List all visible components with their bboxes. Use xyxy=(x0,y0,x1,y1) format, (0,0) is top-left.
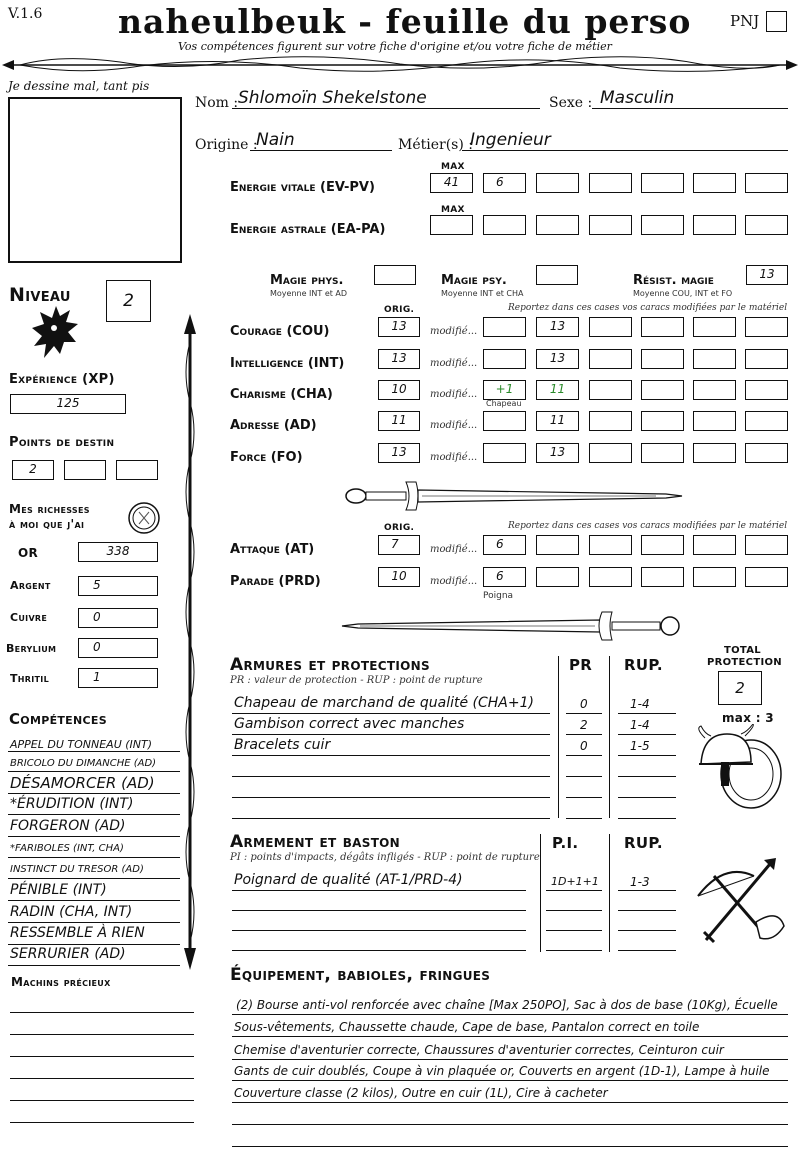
parade-mod-value: 6 xyxy=(496,569,504,583)
caracs-reportez-note: Reportez dans ces cases vos caracs modifiées par le matériel xyxy=(508,303,788,313)
or-box[interactable] xyxy=(78,542,158,562)
carac-label-cou: Courage (COU) xyxy=(230,324,330,339)
origine-value: Nain xyxy=(256,130,295,150)
ea-label: Energie astrale (EA-PA) xyxy=(230,222,386,237)
modifie-label: modifié... xyxy=(430,452,478,463)
armure-name: Gambison correct avec manches xyxy=(234,716,465,732)
niveau-box[interactable] xyxy=(106,280,151,322)
carac-box[interactable] xyxy=(745,443,788,463)
competence-item: PÉNIBLE (INT) xyxy=(10,882,107,898)
modifie-label: modifié... xyxy=(430,358,478,369)
version-label: V.1.6 xyxy=(8,6,43,22)
carac-box[interactable] xyxy=(536,443,579,463)
berylium-label: Berylium xyxy=(6,642,57,655)
armure-rup: 1-4 xyxy=(630,697,650,711)
competence-item: DÉSAMORCER (AD) xyxy=(10,774,155,792)
magie-psy-label: Magie psy. xyxy=(441,273,507,288)
magie-psy-box[interactable] xyxy=(536,265,578,285)
competence-item: APPEL DU TONNEAU (INT) xyxy=(10,738,153,751)
armement-pi-label: P.I. xyxy=(552,834,579,852)
sexe-value: Masculin xyxy=(600,88,675,108)
carac-orig-box[interactable] xyxy=(378,349,420,369)
carac-orig-value: 11 xyxy=(391,413,407,427)
metier-label: Métier(s) : xyxy=(398,137,473,153)
carac-mod-value: +1 xyxy=(495,382,514,396)
competence-item: INSTINCT DU TRESOR (AD) xyxy=(10,864,144,875)
carac-box[interactable] xyxy=(693,380,736,400)
parade-box[interactable] xyxy=(589,567,632,587)
carac-orig-box[interactable] xyxy=(378,411,420,431)
ev-box[interactable] xyxy=(693,173,736,193)
carac-orig-box[interactable] xyxy=(378,317,420,337)
armure-pr: 0 xyxy=(580,739,588,753)
destin-value: 2 xyxy=(29,462,37,476)
magie-psy-note: Moyenne INT et CHA xyxy=(441,289,524,298)
spear-ornament xyxy=(180,312,200,972)
banner-ornament xyxy=(0,54,800,76)
cuivre-value: 0 xyxy=(93,610,101,624)
carac-box[interactable] xyxy=(641,380,684,400)
competence-item: FORGERON (AD) xyxy=(10,818,126,834)
or-value: 338 xyxy=(106,544,130,558)
equipement-line: (2) Bourse anti-vol renforcée avec chaîne [Max 250PO], Sac à dos de base (10Kg), Écuelle xyxy=(236,998,778,1012)
ea-box[interactable] xyxy=(745,215,788,235)
competence-item: BRICOLO DU DIMANCHE (AD) xyxy=(10,758,157,769)
magie-phys-label: Magie phys. xyxy=(270,273,344,288)
thritil-box[interactable] xyxy=(78,668,158,688)
armures-rup-label: RUP. xyxy=(624,656,663,674)
carac-box[interactable] xyxy=(641,411,684,431)
carac-label-fo: Force (FO) xyxy=(230,450,303,465)
attaque-box[interactable] xyxy=(536,535,579,555)
attaque-box[interactable] xyxy=(589,535,632,555)
niveau-value: 2 xyxy=(123,291,134,311)
armure-name: Chapeau de marchand de qualité (CHA+1) xyxy=(234,695,534,711)
carac-box[interactable] xyxy=(589,317,632,337)
armure-pr: 2 xyxy=(580,718,588,732)
armure-rup: 1-4 xyxy=(630,718,650,732)
arme-name: Poignard de qualité (AT-1/PRD-4) xyxy=(234,872,463,888)
carac-label-int: Intelligence (INT) xyxy=(230,356,345,371)
attaque-mod-box[interactable] xyxy=(483,535,526,555)
ea-box[interactable] xyxy=(536,215,579,235)
carac-box[interactable] xyxy=(693,349,736,369)
carac-mod-box[interactable] xyxy=(483,411,526,431)
carac-value: 11 xyxy=(549,382,566,396)
carac-value: 13 xyxy=(549,445,566,459)
metier-value: Ingenieur xyxy=(470,130,551,150)
ea-box[interactable] xyxy=(589,215,632,235)
ev-box[interactable] xyxy=(536,173,579,193)
carac-box[interactable] xyxy=(641,349,684,369)
destin-box-2[interactable] xyxy=(64,460,106,480)
parade-box[interactable] xyxy=(693,567,736,587)
pnj-checkbox[interactable] xyxy=(766,11,787,32)
carac-box[interactable] xyxy=(745,317,788,337)
carac-orig-value: 13 xyxy=(391,319,407,333)
armures-note: PR : valeur de protection - RUP : point de rupture xyxy=(230,675,483,686)
modifie-label: modifié... xyxy=(430,576,478,587)
modifie-label: modifié... xyxy=(430,326,478,337)
thritil-label: Thritil xyxy=(10,672,49,685)
cuivre-label: Cuivre xyxy=(10,611,48,624)
experience-value: 125 xyxy=(56,396,80,410)
dragon-icon xyxy=(30,302,82,364)
competence-item: *ÉRUDITION (INT) xyxy=(10,796,134,812)
parade-mod-note: Poigna xyxy=(483,591,514,601)
armure-pr: 0 xyxy=(580,697,588,711)
ea-max-label: MAX xyxy=(441,205,465,215)
parade-box[interactable] xyxy=(536,567,579,587)
carac-mod-box[interactable] xyxy=(483,380,526,400)
armement-label: Armement et baston xyxy=(230,832,401,852)
sword-icon xyxy=(340,608,685,644)
attaque-orig-value: 7 xyxy=(391,537,399,551)
parade-label: Parade (PRD) xyxy=(230,574,321,589)
berylium-value: 0 xyxy=(93,640,101,654)
carac-mod-box[interactable] xyxy=(483,349,526,369)
attaque-orig-box[interactable] xyxy=(378,535,420,555)
armement-rup-label: RUP. xyxy=(624,834,663,852)
competence-item: RESSEMBLE À RIEN xyxy=(10,925,145,941)
ev-box[interactable] xyxy=(641,173,684,193)
total-protection-box[interactable] xyxy=(718,671,762,705)
carac-orig-value: 10 xyxy=(391,382,407,396)
nom-label: Nom : xyxy=(195,95,239,111)
argent-label: Argent xyxy=(10,579,51,592)
carac-value: 11 xyxy=(549,413,566,427)
sword-icon xyxy=(336,478,686,514)
armures-pr-label: PR xyxy=(569,656,593,674)
carac-value: 13 xyxy=(549,351,566,365)
caracs-orig-label: ORIG. xyxy=(384,305,415,315)
equipement-line: Chemise d'aventurier correcte, Chaussures d'aventurier correctes, Ceinturon cuir xyxy=(234,1043,724,1057)
attaque-box[interactable] xyxy=(745,535,788,555)
carac-box[interactable] xyxy=(589,411,632,431)
richesses-label-1: Mes richesses xyxy=(9,502,90,516)
berylium-box[interactable] xyxy=(78,638,158,658)
total-protection-label-2: PROTECTION xyxy=(707,657,782,668)
arme-pi: 1D+1+1 xyxy=(551,875,599,888)
experience-label: Expérience (XP) xyxy=(9,372,115,387)
ev-current-box[interactable] xyxy=(483,173,526,193)
richesses-label-2: à moi que j'ai xyxy=(9,517,85,531)
carac-box[interactable] xyxy=(589,443,632,463)
ev-box[interactable] xyxy=(745,173,788,193)
attaque-label: Attaque (AT) xyxy=(230,542,315,557)
attaque-box[interactable] xyxy=(641,535,684,555)
ev-max-box[interactable] xyxy=(430,173,473,193)
helmet-shield-icon xyxy=(693,724,785,814)
thritil-value: 1 xyxy=(93,670,101,684)
carac-mod-box[interactable] xyxy=(483,443,526,463)
argent-value: 5 xyxy=(93,578,101,592)
competence-item: SERRURIER (AD) xyxy=(10,946,126,962)
armement-note: PI : points d'impacts, dégâts infligés - RUP : point de rupture xyxy=(230,852,540,863)
armure-name: Bracelets cuir xyxy=(234,737,331,753)
equipement-line: Couverture classe (2 kilos), Outre en cuir (1L), Cire à cacheter xyxy=(234,1086,608,1100)
resist-magie-note: Moyenne COU, INT et FO xyxy=(633,289,733,298)
ea-box[interactable] xyxy=(483,215,526,235)
ev-current-value: 6 xyxy=(496,175,504,189)
cuivre-box[interactable] xyxy=(78,608,158,628)
armure-rup: 1-5 xyxy=(630,739,650,753)
total-protection-max: max : 3 xyxy=(722,711,774,725)
parade-orig-value: 10 xyxy=(391,569,407,583)
carac-orig-value: 13 xyxy=(391,351,407,365)
carac-orig-box[interactable] xyxy=(378,443,420,463)
carac-box[interactable] xyxy=(745,380,788,400)
carac-box[interactable] xyxy=(589,380,632,400)
page-subtitle: Vos compétences figurent sur votre fiche d'origine et/ou votre fiche de métier xyxy=(178,40,612,53)
parade-orig-box[interactable] xyxy=(378,567,420,587)
carac-mod-note: Chapeau xyxy=(486,399,522,408)
magie-phys-note: Moyenne INT et AD xyxy=(270,289,348,298)
argent-box[interactable] xyxy=(78,576,158,596)
carac-box[interactable] xyxy=(536,349,579,369)
magie-phys-box[interactable] xyxy=(374,265,416,285)
carac-box[interactable] xyxy=(693,411,736,431)
competence-item: RADIN (CHA, INT) xyxy=(10,904,133,920)
equipement-line: Gants de cuir doublés, Coupe à vin plaquée or, Couverts en argent (1D-1), Lampe à huile xyxy=(234,1064,770,1078)
resist-magie-label: Résist. magie xyxy=(633,273,714,288)
weapons-icon xyxy=(694,856,788,948)
sexe-label: Sexe : xyxy=(549,95,593,111)
carac-value: 13 xyxy=(549,319,566,333)
combat-reportez-note: Reportez dans ces cases vos caracs modifiées par le matériel xyxy=(508,521,788,531)
portrait-box[interactable] xyxy=(8,97,182,263)
parade-box[interactable] xyxy=(641,567,684,587)
carac-box[interactable] xyxy=(745,411,788,431)
drawing-caption: Je dessine mal, tant pis xyxy=(8,79,150,93)
carac-box[interactable] xyxy=(589,349,632,369)
destin-box-3[interactable] xyxy=(116,460,158,480)
carac-orig-box[interactable] xyxy=(378,380,420,400)
ev-max-value: 41 xyxy=(443,175,460,189)
ev-label: Energie vitale (EV-PV) xyxy=(230,180,375,195)
combat-orig-label: ORIG. xyxy=(384,523,415,533)
carac-label-ad: Adresse (AD) xyxy=(230,418,317,433)
destin-box-1[interactable] xyxy=(12,460,54,480)
equipement-label: Équipement, babioles, fringues xyxy=(230,965,491,985)
carac-box[interactable] xyxy=(745,349,788,369)
pnj-label: PNJ xyxy=(730,12,760,30)
modifie-label: modifié... xyxy=(430,544,478,555)
machins-label: Machins précieux xyxy=(11,975,111,989)
nom-value: Shlomoïn Shekelstone xyxy=(238,88,427,108)
carac-box[interactable] xyxy=(693,317,736,337)
carac-box[interactable] xyxy=(641,443,684,463)
total-protection-label-1: TOTAL xyxy=(724,645,761,656)
total-protection-value: 2 xyxy=(735,679,745,697)
ev-max-label: MAX xyxy=(441,162,465,172)
ea-box[interactable] xyxy=(641,215,684,235)
resist-magie-value: 13 xyxy=(759,267,775,281)
armures-label: Armures et protections xyxy=(230,655,430,675)
ev-box[interactable] xyxy=(589,173,632,193)
carac-label-cha: Charisme (CHA) xyxy=(230,387,333,402)
competence-item: *FARIBOLES (INT, CHA) xyxy=(10,843,124,854)
attaque-box[interactable] xyxy=(693,535,736,555)
attaque-mod-value: 6 xyxy=(496,537,504,551)
carac-box[interactable] xyxy=(536,317,579,337)
destin-label: Points de destin xyxy=(9,435,115,450)
origine-label: Origine : xyxy=(195,137,258,153)
carac-orig-value: 13 xyxy=(391,445,407,459)
carac-box[interactable] xyxy=(693,443,736,463)
niveau-label: Niveau xyxy=(9,284,71,306)
competences-label: Compétences xyxy=(9,710,107,728)
ea-box[interactable] xyxy=(430,215,473,235)
equipement-line: Sous-vêtements, Chaussette chaude, Cape de base, Pantalon correct en toile xyxy=(234,1020,700,1034)
modifie-label: modifié... xyxy=(430,389,478,400)
ea-box[interactable] xyxy=(693,215,736,235)
or-label: OR xyxy=(18,546,39,560)
resist-magie-box[interactable] xyxy=(746,265,788,285)
coin-icon xyxy=(127,501,161,535)
carac-box[interactable] xyxy=(536,411,579,431)
experience-box[interactable] xyxy=(10,394,126,414)
carac-box[interactable] xyxy=(641,317,684,337)
parade-box[interactable] xyxy=(745,567,788,587)
carac-mod-box[interactable] xyxy=(483,317,526,337)
arme-rup: 1-3 xyxy=(630,875,650,889)
page-title: naheulbeuk - feuille du perso xyxy=(118,2,692,41)
modifie-label: modifié... xyxy=(430,420,478,431)
carac-box[interactable] xyxy=(536,380,579,400)
parade-mod-box[interactable] xyxy=(483,567,526,587)
